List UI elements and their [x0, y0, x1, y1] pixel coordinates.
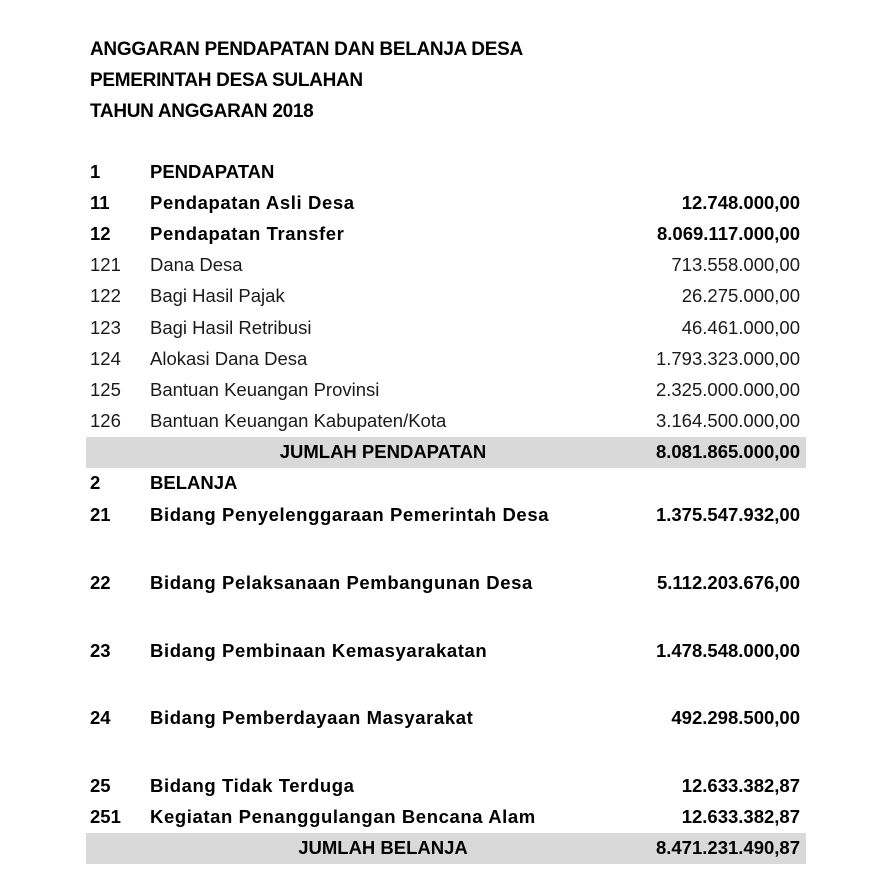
- row-name: Bidang Penyelenggaraan Pemerintah Desa: [150, 504, 550, 526]
- total-amount: 8.081.865.000,00: [620, 437, 806, 468]
- table-row: [86, 801, 806, 832]
- row-name: Bidang Pembinaan Kemasyarakatan: [150, 639, 488, 661]
- total-label: JUMLAH BELANJA: [86, 833, 620, 864]
- table-row: [86, 281, 806, 312]
- row-name: Bidang Pelaksanaan Pembangunan Desa: [150, 571, 533, 593]
- row-code: 11: [90, 191, 110, 213]
- table-row: [86, 702, 806, 770]
- title-line-1: ANGGARAN PENDAPATAN DAN BELANJA DESA: [90, 39, 523, 60]
- row-code: 124: [90, 347, 121, 369]
- row-code: 25: [90, 774, 111, 796]
- row-code: 12: [90, 222, 111, 244]
- row-amount: 12.748.000,00: [681, 191, 800, 213]
- table-row: [86, 187, 806, 218]
- table-row: [86, 374, 806, 405]
- budget-table: [86, 156, 806, 864]
- row-code: 24: [90, 707, 111, 729]
- row-name: Bantuan Keuangan Provinsi: [150, 378, 380, 400]
- table-row: [86, 250, 806, 281]
- table-row: [86, 770, 806, 801]
- row-amount: 26.275.000,00: [681, 285, 800, 307]
- section-code: 1: [90, 160, 101, 182]
- row-amount: 12.633.382,87: [681, 806, 800, 828]
- table-row: [86, 567, 806, 635]
- total-amount: 8.471.231.490,87: [620, 833, 806, 864]
- row-code: 125: [90, 378, 121, 400]
- row-name: Bidang Tidak Terduga: [150, 774, 355, 796]
- row-name: Alokasi Dana Desa: [150, 347, 308, 369]
- row-amount: 492.298.500,00: [671, 707, 800, 729]
- section-title: PENDAPATAN: [150, 160, 275, 182]
- row-name: Bagi Hasil Pajak: [150, 285, 285, 307]
- table-row: [86, 499, 806, 567]
- row-amount: 8.069.117.000,00: [656, 222, 800, 244]
- document-title: [90, 34, 523, 127]
- row-amount: 5.112.203.676,00: [656, 571, 800, 593]
- row-amount: 713.558.000,00: [671, 254, 800, 276]
- row-code: 126: [90, 410, 121, 432]
- row-amount: 12.633.382,87: [681, 774, 800, 796]
- row-name: Kegiatan Penanggulangan Bencana Alam: [150, 806, 536, 828]
- row-code: 251: [90, 806, 121, 828]
- table-row: [86, 312, 806, 343]
- table-row: [86, 406, 806, 437]
- row-amount: 2.325.000.000,00: [655, 378, 800, 400]
- total-row-belanja: [86, 833, 806, 864]
- row-name: Pendapatan Transfer: [150, 222, 345, 244]
- section-title: BELANJA: [150, 472, 238, 494]
- row-name: Dana Desa: [150, 254, 243, 276]
- row-code: 122: [90, 285, 121, 307]
- row-name: Pendapatan Asli Desa: [150, 191, 355, 213]
- table-row: [86, 343, 806, 374]
- row-code: 22: [90, 571, 111, 593]
- total-label: JUMLAH PENDAPATAN: [86, 437, 620, 468]
- row-amount: 1.793.323.000,00: [655, 347, 800, 369]
- row-code: 21: [90, 504, 111, 526]
- row-name: Bagi Hasil Retribusi: [150, 316, 312, 338]
- row-amount: 46.461.000,00: [681, 316, 800, 338]
- table-row: [86, 635, 806, 703]
- section-header-pendapatan: [86, 156, 806, 187]
- row-name: Bidang Pemberdayaan Masyarakat: [150, 707, 474, 729]
- row-amount: 1.478.548.000,00: [655, 639, 800, 661]
- row-code: 121: [90, 254, 121, 276]
- total-row-pendapatan: [86, 437, 806, 468]
- row-code: 23: [90, 639, 111, 661]
- row-amount: 1.375.547.932,00: [655, 504, 800, 526]
- section-code: 2: [90, 472, 101, 494]
- section-header-belanja: [86, 468, 806, 499]
- row-code: 123: [90, 316, 121, 338]
- table-row: [86, 218, 806, 249]
- row-name: Bantuan Keuangan Kabupaten/Kota: [150, 410, 447, 432]
- title-line-3: TAHUN ANGGARAN 2018: [90, 101, 314, 122]
- title-line-2: PEMERINTAH DESA SULAHAN: [90, 70, 363, 91]
- row-amount: 3.164.500.000,00: [655, 410, 800, 432]
